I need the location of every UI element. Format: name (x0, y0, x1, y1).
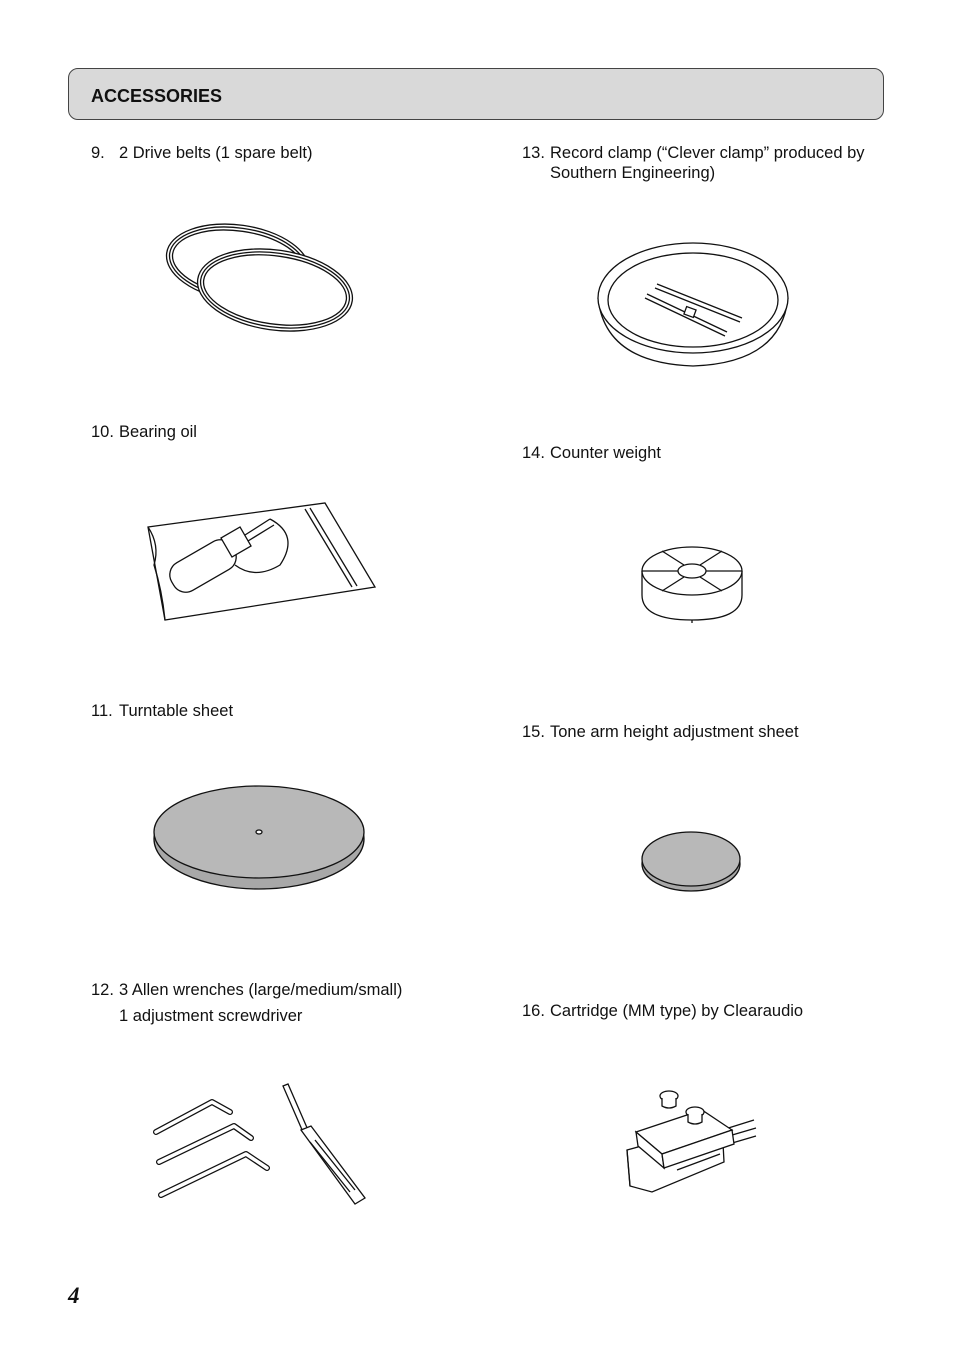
page-number: 4 (68, 1283, 80, 1308)
bearing-oil-icon (140, 495, 380, 625)
turntable-sheet-icon (150, 785, 370, 895)
item-number: 10. (91, 423, 114, 441)
item-number: 11. (91, 702, 113, 720)
item-label: 3 Allen wrenches (large/medium/small) (119, 981, 403, 999)
item-number: 16. (522, 1002, 545, 1020)
section-title: ACCESSORIES (91, 86, 223, 106)
record-clamp-icon (595, 238, 791, 368)
drive-belts-icon (160, 215, 360, 340)
height-adjustment-sheet-icon (640, 826, 744, 894)
item-label-2: Southern Engineering) (550, 164, 716, 182)
item-label: Counter weight (550, 444, 661, 462)
section-header (68, 68, 884, 120)
item-number: 15. (522, 723, 545, 741)
item-label: Cartridge (MM type) by Clearaudio (550, 1002, 804, 1020)
item-number: 13. (522, 144, 545, 162)
allen-wrenches-icon (150, 1080, 375, 1210)
cartridge-icon (622, 1082, 762, 1197)
item-label: 2 Drive belts (1 spare belt) (119, 144, 313, 162)
item-label: Turntable sheet (119, 702, 234, 720)
item-label: Record clamp (“Clever clamp” produced by (550, 144, 865, 162)
item-label-2: 1 adjustment screwdriver (119, 1007, 303, 1025)
item-label: Bearing oil (119, 423, 197, 441)
item-number: 12. (91, 981, 114, 999)
counter-weight-icon (640, 543, 744, 623)
item-number: 9. (91, 144, 105, 162)
item-number: 14. (522, 444, 545, 462)
item-label: Tone arm height adjustment sheet (550, 723, 799, 741)
